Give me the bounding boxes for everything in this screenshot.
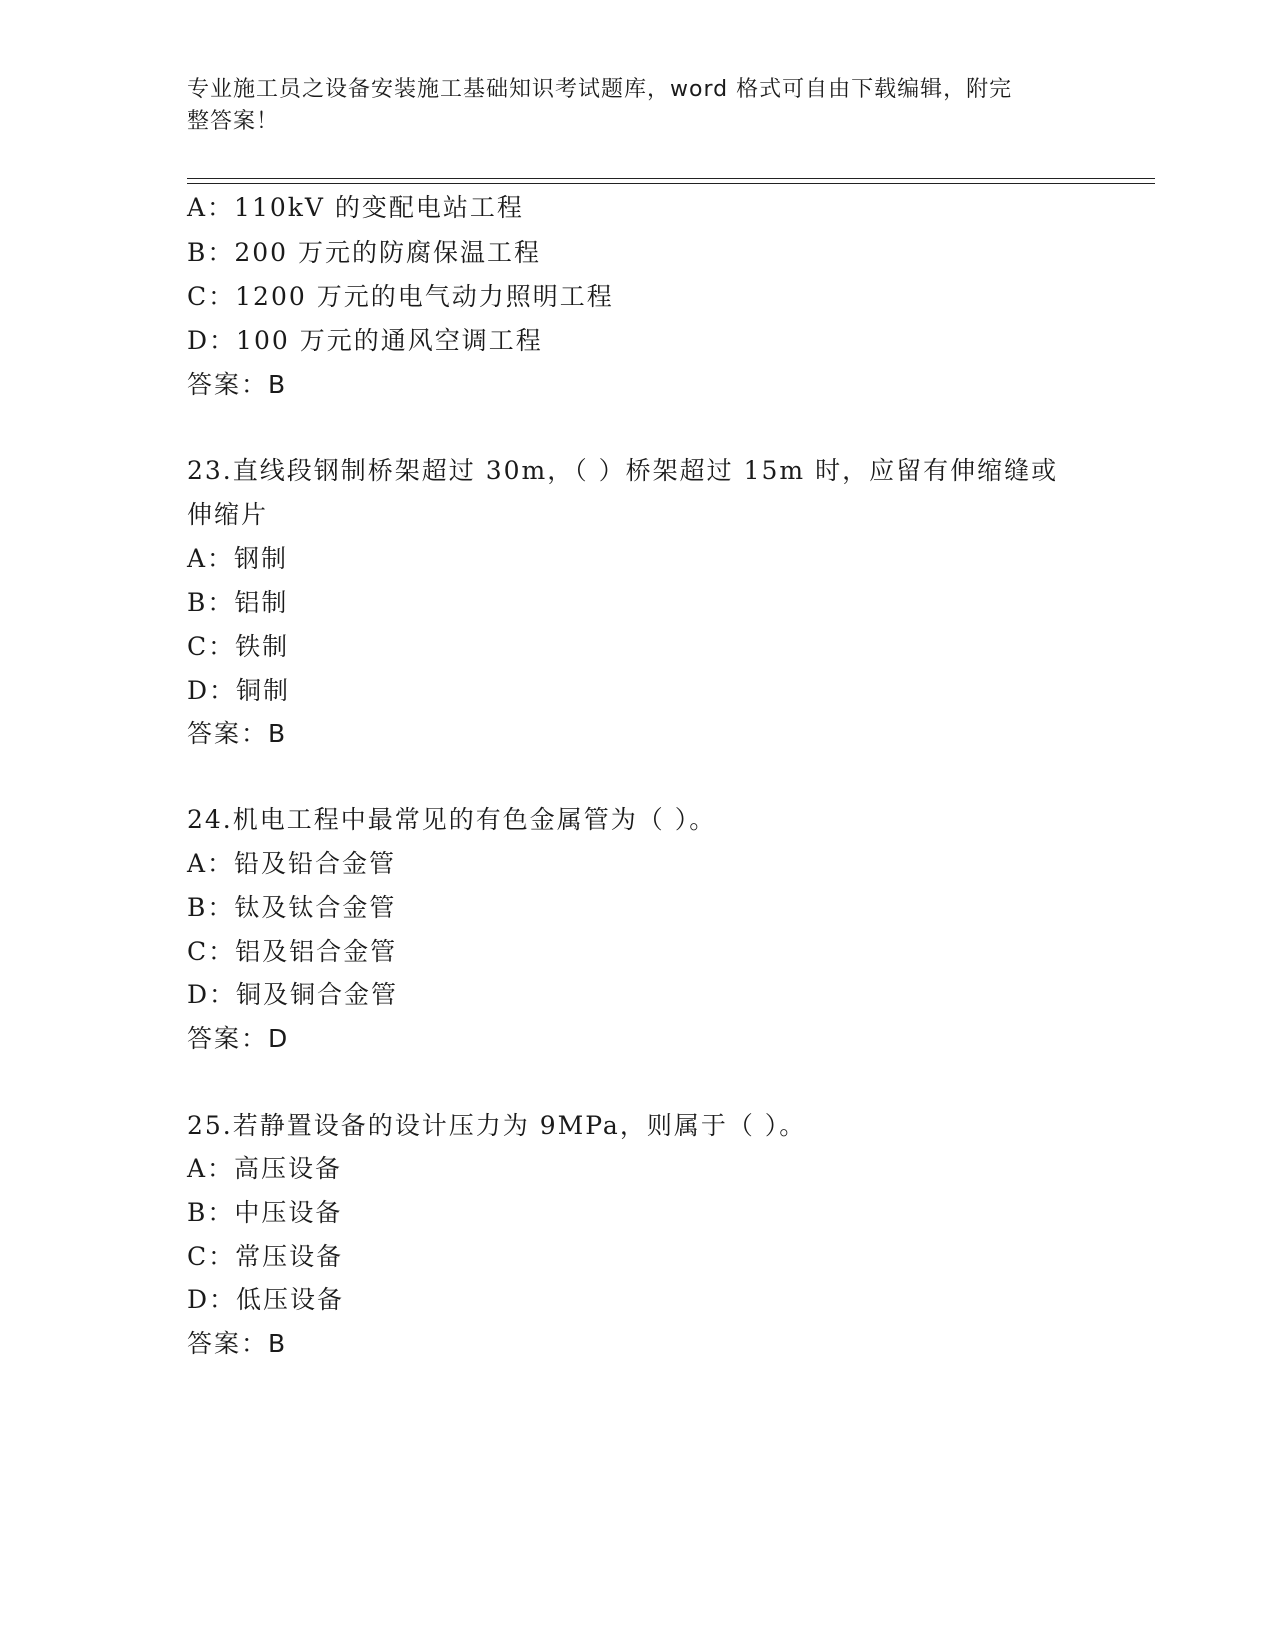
question-24: 24.机电工程中最常见的有色金属管为（ ）。 <box>187 805 717 834</box>
answer: 答案：B <box>187 370 288 399</box>
option-b: B：200 万元的防腐保温工程 <box>187 238 542 267</box>
q24-option-b: B：钛及钛合金管 <box>187 893 397 922</box>
q24-option-a: A：铅及铅合金管 <box>187 849 397 878</box>
q23-answer: 答案：B <box>187 719 288 748</box>
header-line-2: 整答案！ <box>187 109 280 134</box>
option-c: C：1200 万元的电气动力照明工程 <box>187 282 614 311</box>
question-25: 25.若静置设备的设计压力为 9MPa，则属于（ ）。 <box>187 1111 807 1140</box>
q24-answer: 答案：D <box>187 1024 290 1053</box>
q24-option-d: D：铜及铜合金管 <box>187 980 399 1009</box>
question-23-line-1: 23.直线段钢制桥架超过 30m，（ ）桥架超过 15m 时，应留有伸缩缝或 <box>187 456 1059 485</box>
q25-option-d: D：低压设备 <box>187 1285 345 1314</box>
q25-option-a: A：高压设备 <box>187 1154 343 1183</box>
q23-option-a: A：钢制 <box>187 544 289 573</box>
q24-option-c: C：铝及铝合金管 <box>187 937 398 966</box>
q25-option-b: B：中压设备 <box>187 1198 343 1227</box>
option-a: A：110kV 的变配电站工程 <box>187 193 524 222</box>
q25-answer: 答案：B <box>187 1329 288 1358</box>
q25-option-c: C：常压设备 <box>187 1242 344 1271</box>
header-divider-top <box>187 178 1155 179</box>
q23-option-b: B：铝制 <box>187 588 289 617</box>
q23-option-d: D：铜制 <box>187 676 291 705</box>
q23-option-c: C：铁制 <box>187 632 290 661</box>
header-line-1: 专业施工员之设备安装施工基础知识考试题库，word 格式可自由下载编辑，附完 <box>187 77 1013 102</box>
header-divider-bottom <box>187 183 1155 184</box>
question-23-line-2: 伸缩片 <box>187 500 269 529</box>
document-header <box>187 74 1067 138</box>
option-d: D：100 万元的通风空调工程 <box>187 326 543 355</box>
